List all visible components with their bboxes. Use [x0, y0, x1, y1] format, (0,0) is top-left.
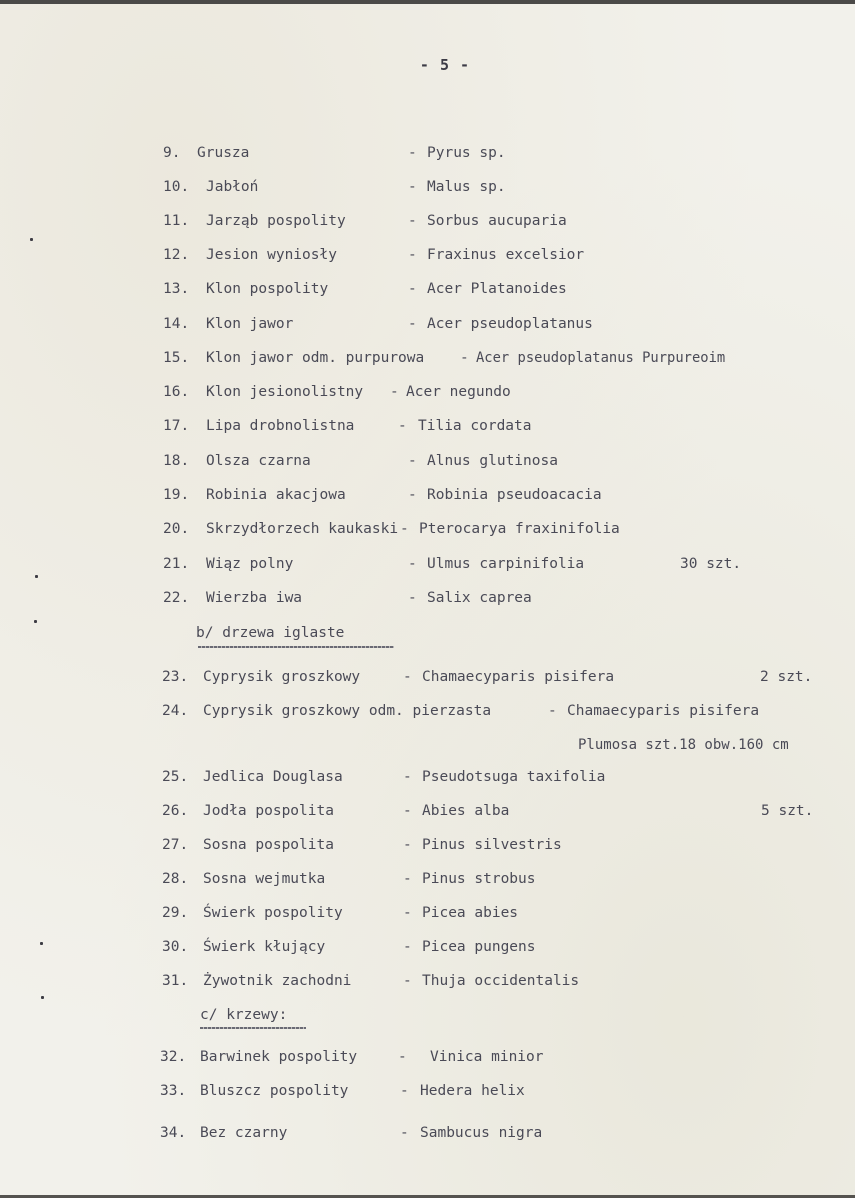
item-number: 34.: [160, 1125, 187, 1141]
item-number: 10.: [163, 179, 190, 195]
item-number: 21.: [163, 556, 190, 572]
latin-name: Picea abies: [422, 905, 519, 921]
dash: -: [400, 521, 409, 537]
polish-name: Jodła pospolita: [203, 803, 334, 819]
polish-name: Cyprysik groszkowy odm. pierzasta: [203, 703, 492, 719]
latin-name: Pterocarya fraxinifolia: [419, 521, 620, 537]
dash: -: [403, 669, 412, 685]
latin-name: Hedera helix: [420, 1083, 525, 1099]
latin-name: Pyrus sp.: [427, 145, 506, 161]
item-number: 27.: [162, 837, 189, 853]
dash: -: [408, 179, 417, 195]
latin-name: Acer negundo: [406, 384, 511, 400]
quantity: 2 szt.: [760, 669, 813, 685]
item-number: 15.: [163, 350, 190, 366]
quantity: 5 szt.: [761, 803, 814, 819]
polish-name: Cyprysik groszkowy: [203, 669, 361, 685]
polish-name: Jesion wyniosły: [206, 247, 337, 263]
quantity: 30 szt.: [680, 556, 742, 572]
dash: -: [408, 556, 417, 572]
latin-name: Alnus glutinosa: [427, 453, 558, 469]
page-number: - 5 -: [419, 56, 471, 74]
latin-name: Abies alba: [422, 803, 510, 819]
polish-name: Klon jawor: [206, 316, 294, 332]
dash: -: [408, 487, 417, 503]
margin-mark: [30, 238, 33, 241]
dash: -: [460, 350, 469, 366]
latin-name: Acer Platanoides: [427, 281, 567, 297]
item-number: 23.: [162, 669, 189, 685]
polish-name: Świerk pospolity: [203, 905, 343, 921]
polish-name: Wiąz polny: [206, 556, 294, 572]
margin-mark: [35, 575, 38, 578]
item-number: 32.: [160, 1049, 187, 1065]
dash: -: [400, 1083, 409, 1099]
dash: -: [403, 871, 412, 887]
item-number: 31.: [162, 973, 189, 989]
dash: -: [403, 939, 412, 955]
dash: -: [403, 837, 412, 853]
latin-name: Pinus strobus: [422, 871, 536, 887]
polish-name: Sosna wejmutka: [203, 871, 326, 887]
dash: -: [408, 453, 417, 469]
latin-name: Sambucus nigra: [420, 1125, 543, 1141]
latin-name: Chamaecyparis pisifera: [422, 669, 615, 685]
section-heading-shrubs: c/ krzewy:: [200, 1007, 288, 1023]
polish-name: Żywotnik zachodni: [203, 973, 352, 989]
item-number: 9.: [163, 145, 181, 161]
dash: -: [403, 803, 412, 819]
item-number: 26.: [162, 803, 189, 819]
polish-name: Wierzba iwa: [206, 590, 303, 606]
dash: -: [403, 905, 412, 921]
item-number: 30.: [162, 939, 189, 955]
item-number: 29.: [162, 905, 189, 921]
latin-name: Malus sp.: [427, 179, 506, 195]
polish-name: Świerk kłujący: [203, 939, 326, 955]
dash: -: [548, 703, 557, 719]
dash: -: [408, 316, 417, 332]
latin-name: Pseudotsuga taxifolia: [422, 769, 606, 785]
dash: -: [400, 1125, 409, 1141]
latin-name: Chamaecyparis pisifera: [567, 703, 760, 719]
latin-name: Acer pseudoplatanus: [427, 316, 593, 332]
dash: -: [408, 590, 417, 606]
latin-name: Picea pungens: [422, 939, 536, 955]
section-heading-conifers: b/ drzewa iglaste: [196, 625, 345, 641]
latin-continuation: Plumosa szt.18 obw.160 cm: [578, 737, 789, 753]
item-number: 24.: [162, 703, 189, 719]
dash: -: [408, 145, 417, 161]
polish-name: Klon jawor odm. purpurowa: [206, 350, 425, 366]
polish-name: Jedlica Douglasa: [203, 769, 343, 785]
dash: -: [398, 1049, 407, 1065]
margin-mark: [34, 620, 37, 623]
item-number: 22.: [163, 590, 190, 606]
latin-name: Salix caprea: [427, 590, 532, 606]
polish-name: Grusza: [197, 145, 250, 161]
item-number: 18.: [163, 453, 190, 469]
latin-name: Fraxinus excelsior: [427, 247, 585, 263]
polish-name: Klon jesionolistny: [206, 384, 364, 400]
margin-mark: [40, 942, 43, 945]
item-number: 12.: [163, 247, 190, 263]
polish-name: Lipa drobnolistna: [206, 418, 355, 434]
polish-name: Bluszcz pospolity: [200, 1083, 349, 1099]
polish-name: Olsza czarna: [206, 453, 311, 469]
heading-underline: [198, 646, 394, 648]
item-number: 25.: [162, 769, 189, 785]
heading-underline: [200, 1027, 306, 1029]
dash: -: [403, 973, 412, 989]
polish-name: Bez czarny: [200, 1125, 288, 1141]
dash: -: [403, 769, 412, 785]
polish-name: Barwinek pospolity: [200, 1049, 358, 1065]
latin-name: Vinica minior: [430, 1049, 544, 1065]
latin-name: Sorbus aucuparia: [427, 213, 567, 229]
item-number: 19.: [163, 487, 190, 503]
dash: -: [408, 281, 417, 297]
polish-name: Klon pospolity: [206, 281, 329, 297]
polish-name: Sosna pospolita: [203, 837, 334, 853]
latin-name: Thuja occidentalis: [422, 973, 580, 989]
item-number: 14.: [163, 316, 190, 332]
item-number: 11.: [163, 213, 190, 229]
item-number: 16.: [163, 384, 190, 400]
scan-top-edge: [0, 0, 855, 4]
latin-name: Pinus silvestris: [422, 837, 562, 853]
polish-name: Jabłoń: [206, 179, 259, 195]
polish-name: Robinia akacjowa: [206, 487, 346, 503]
item-number: 17.: [163, 418, 190, 434]
latin-name: Tilia cordata: [418, 418, 532, 434]
dash: -: [390, 384, 399, 400]
dash: -: [398, 418, 407, 434]
polish-name: Jarząb pospolity: [206, 213, 346, 229]
dash: -: [408, 213, 417, 229]
latin-name: Ulmus carpinifolia: [427, 556, 585, 572]
latin-name: Acer pseudoplatanus Purpureoim: [476, 350, 726, 366]
latin-name: Robinia pseudoacacia: [427, 487, 602, 503]
dash: -: [408, 247, 417, 263]
margin-mark: [41, 996, 44, 999]
item-number: 13.: [163, 281, 190, 297]
item-number: 33.: [160, 1083, 187, 1099]
polish-name: Skrzydłorzech kaukaski: [206, 521, 399, 537]
item-number: 28.: [162, 871, 189, 887]
item-number: 20.: [163, 521, 190, 537]
